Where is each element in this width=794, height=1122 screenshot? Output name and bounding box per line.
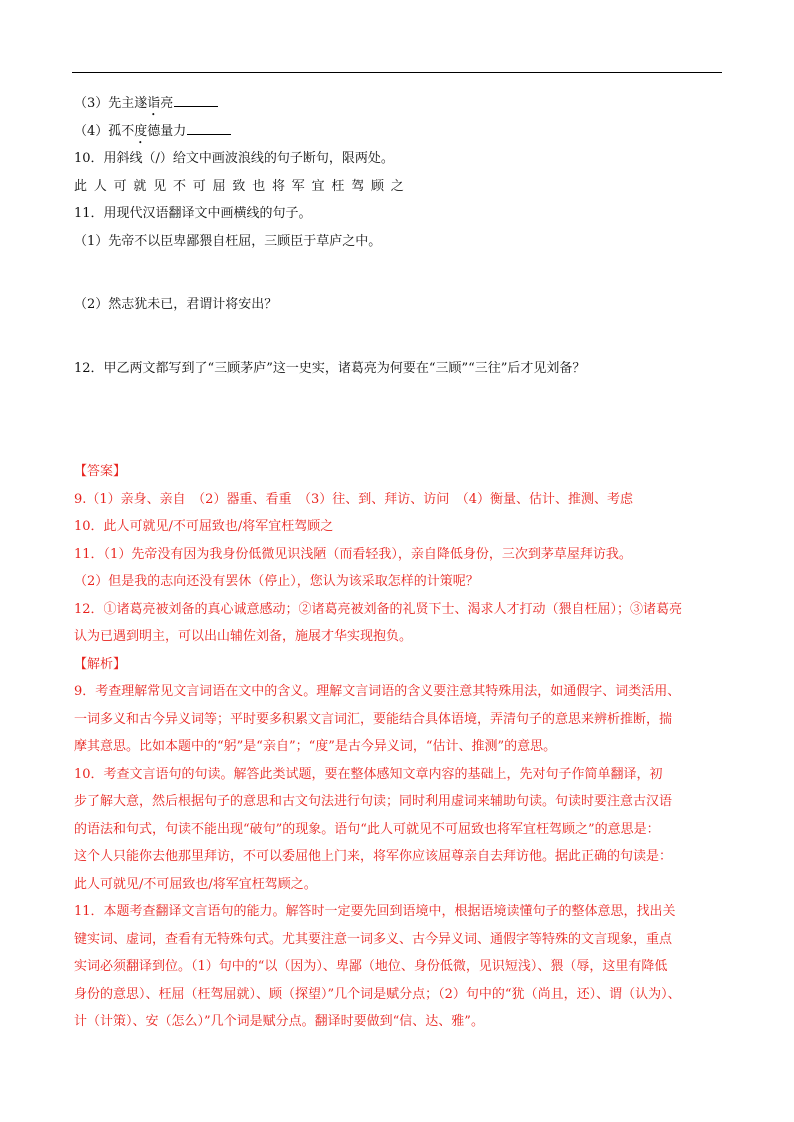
q9-4-suffix: 德量力 xyxy=(147,123,187,139)
analysis-10-line: 10．考查文言语句的句读。解答此类试题，要在整体感知文章内容的基础上，先对句子作简单翻译，初 xyxy=(74,766,663,782)
answer-heading: 【答案】 xyxy=(74,464,127,479)
question-9-3 xyxy=(74,90,728,118)
analysis-11-line: 计（计策）、安（怎么）”几个词是赋分点。翻译时要做到“信、达、雅”。 xyxy=(74,1014,484,1029)
document-page xyxy=(74,90,728,1036)
analysis-heading: 【解析】 xyxy=(74,656,127,672)
answer-blank xyxy=(174,95,218,107)
question-11-2: （2）然志犹未已，君谓计将安出？ xyxy=(74,297,278,312)
question-11-1: （1）先帝不以臣卑鄙猥自枉屈，三顾臣于草庐之中。 xyxy=(74,233,382,249)
question-11: 11．用现代汉语翻译文中画横线的句子。 xyxy=(74,206,312,221)
question-9-4 xyxy=(74,118,728,146)
analysis-11-line: 键实词、虚词，查看有无特殊句式。尤其要注意一词多义、古今异义词、通假字等特殊的文言现象，重点 xyxy=(74,931,673,947)
question-12: 12．甲乙两文都写到了“三顾茅庐”这一史实，诸葛亮为何要在“三顾”“三往”后才见刘备？ xyxy=(74,360,586,376)
q9-3-keyword: 诣 xyxy=(147,96,161,111)
analysis-9-line: 9．考查理解常见文言词语在文中的含义。理解文言词语的含义要注意其特殊用法，如通假字、词类活用、 xyxy=(74,684,681,699)
answer-11-2: （2）但是我的志向还没有罢休（停止），您认为该采取怎样的计策呢？ xyxy=(74,574,479,589)
answer-9: 9.（1）亲身、亲自 （2）器重、看重 （3）往、到、拜访、访问 （4）衡量、估计、推测、考虑 xyxy=(74,491,633,507)
analysis-10-line: 步了解大意，然后根据句子的意思和古文句法进行句读；同时利用虚词来辅助句读。句读时要注意古汉语 xyxy=(74,794,673,809)
analysis-10-line: 这个人只能你去他那里拜访，不可以委屈他上门来，将军你应该屈尊亲自去拜访他。据此正确的句读是： xyxy=(74,849,673,864)
answer-11-1: 11．（1）先帝没有因为我身份低微见识浅陋（而看轻我），亲自降低身份，三次到茅草屋拜访我。 xyxy=(74,546,632,562)
question-10: 10．用斜线（/）给文中画波浪线的句子断句，限两处。 xyxy=(74,151,394,166)
answer-blank xyxy=(187,123,231,135)
analysis-10-line: 此人可就见/不可屈致也/将军宜枉驾顾之。 xyxy=(74,876,317,892)
answer-10: 10．此人可就见/不可屈致也/将军宜枉驾顾之 xyxy=(74,519,334,534)
analysis-11-line: 11．本题考查翻译文言语句的能力。解答时一定要先回到语境中，根据语境读懂句子的整体意思，找出关 xyxy=(74,904,676,919)
q9-4-prefix: （4）孤不 xyxy=(74,123,135,139)
answer-12-line-1: 12．①诸葛亮被刘备的真心诚意感动；②诸葛亮被刘备的礼贤下士、渴求人才打动（猥自枉屈）；③诸葛亮 xyxy=(74,601,683,617)
q9-3-prefix: （3）先主遂 xyxy=(74,96,148,111)
q9-4-keyword: 度 xyxy=(134,123,148,139)
analysis-11-line: 身份的意思）、枉屈（枉驾屈就）、顾（探望）”几个词是赋分点；（2）句中的“犹（尚且，还）、谓（认为）、 xyxy=(74,986,681,1002)
analysis-11-line: 实词必须翻译到位。（1）句中的“以（因为）、卑鄙（地位、身份低微，见识短浅）、猥（辱，这里有降低 xyxy=(74,959,668,974)
answer-12-line-2: 认为已遇到明主，可以出山辅佐刘备，施展才华实现抱负。 xyxy=(74,629,413,644)
header-rule xyxy=(72,72,722,73)
analysis-9-line: 一词多义和古今异义词等；平时要多积累文言词汇，要能结合具体语境，弄清句子的意思来辨析推断，揣 xyxy=(74,711,673,727)
analysis-9-line: 摩其意思。比如本题中的“躬”是“亲自”；“度”是古今异义词，“估计、推测”的意思。 xyxy=(74,739,557,754)
analysis-10-line: 的语法和句式，句读不能出现“破句”的现象。语句“此人可就见不可屈致也将军宜枉驾顾之”的意思是： xyxy=(74,821,660,837)
question-10-sentence: 此人可就见不可屈致也将军宜枉驾顾之 xyxy=(74,178,411,194)
q9-3-suffix: 亮 xyxy=(160,96,174,111)
